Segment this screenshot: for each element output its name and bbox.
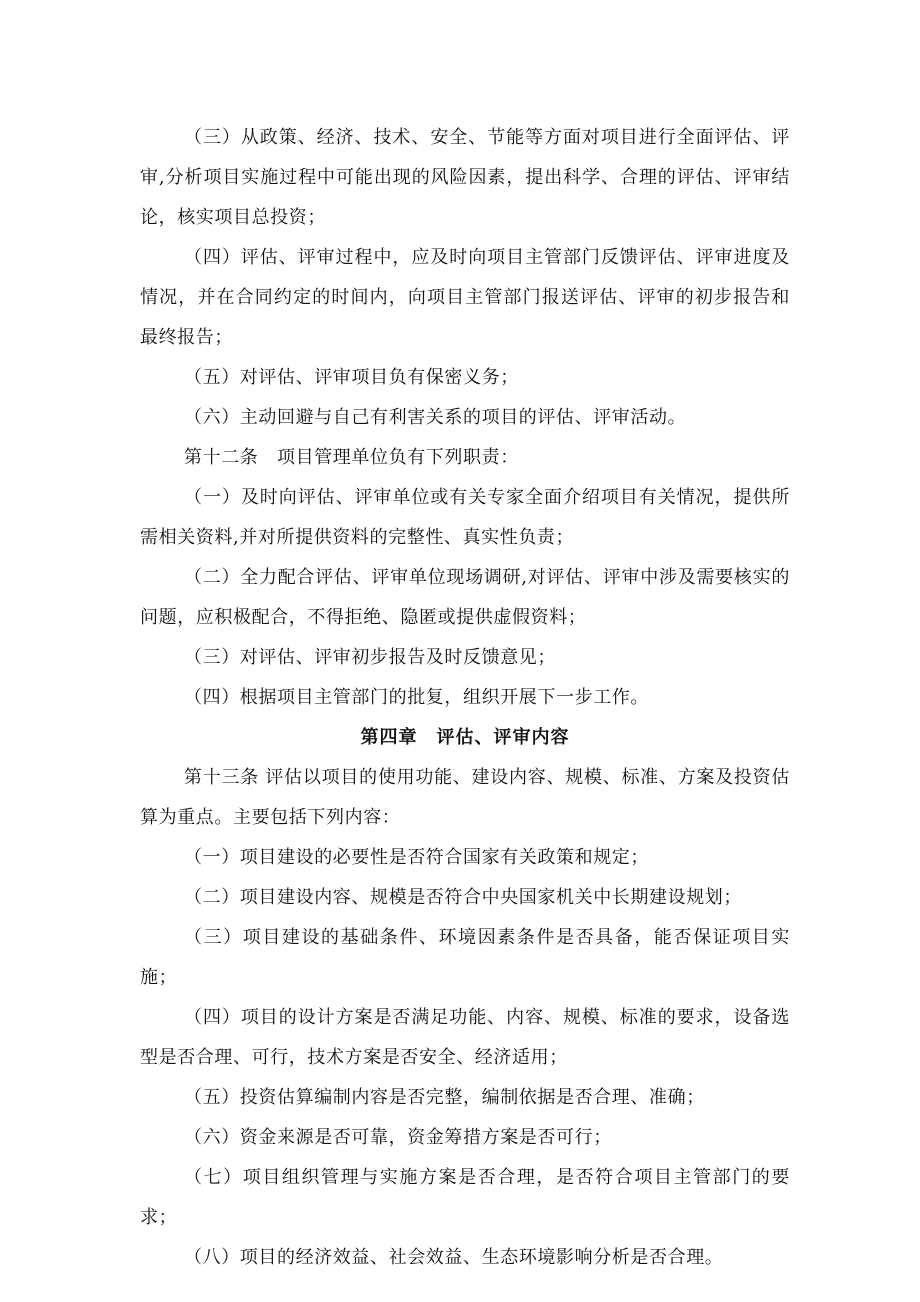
paragraph-article-13-item-2: （二）项目建设内容、规模是否符合中央国家机关中长期建设规划； [184, 887, 742, 908]
paragraph-article-13-item-8: （八）项目的经济效益、社会效益、生态环境影响分析是否合理。 [184, 1247, 724, 1268]
paragraph-item-6-recusal: （六）主动回避与自己有利害关系的项目的评估、评审活动。 [184, 407, 687, 428]
paragraph-item-5-confidentiality: （五）对评估、评审项目负有保密义务； [184, 367, 519, 388]
paragraph-article-13-item-4: （四）项目的设计方案是否满足功能、内容、规模、标准的要求，设备选型是否合理、可行，技术方案是否安全、经济适用； [140, 1007, 790, 1068]
paragraph-article-12-item-2: （二）全力配合评估、评审单位现场调研,对评估、评审中涉及需要核实的问题，应积极配合，不得拒绝、隐匿或提供虚假资料； [140, 567, 790, 628]
paragraph-article-13-item-7: （七）项目组织管理与实施方案是否合理，是否符合项目主管部门的要求； [140, 1167, 790, 1228]
chapter-heading: 第四章 评估、评审内容 [360, 727, 570, 748]
document-body [140, 118, 790, 1278]
paragraph-article-13-item-5: （五）投资估算编制内容是否完整，编制依据是否合理、准确； [184, 1087, 705, 1108]
paragraph-article-12-item-4: （四）根据项目主管部门的批复，组织开展下一步工作。 [184, 687, 649, 708]
paragraph-article-12-item-1: （一）及时向评估、评审单位或有关专家全面介绍项目有关情况，提供所需相关资料,并对所提供资料的完整性、真实性负责； [140, 487, 790, 548]
paragraph-item-4-feedback: （四）评估、评审过程中，应及时向项目主管部门反馈评估、评审进度及情况，并在合同约定的时间内，向项目主管部门报送评估、评审的初步报告和最终报告； [140, 247, 790, 348]
article-12-title: 第十二条 项目管理单位负有下列职责： [184, 447, 519, 468]
article-13-intro: 第十三条 评估以项目的使用功能、建设内容、规模、标准、方案及投资估算为重点。主要包括下列内容： [140, 767, 790, 828]
paragraph-article-13-item-3: （三）项目建设的基础条件、环境因素条件是否具备，能否保证项目实施； [140, 927, 790, 988]
paragraph-article-13-item-6: （六）资金来源是否可靠，资金筹措方案是否可行； [184, 1127, 612, 1148]
paragraph-item-3-responsibility: （三）从政策、经济、技术、安全、节能等方面对项目进行全面评估、评审,分析项目实施过程中可能出现的风险因素，提出科学、合理的评估、评审结论，核实项目总投资； [140, 127, 790, 228]
paragraph-article-12-item-3: （三）对评估、评审初步报告及时反馈意见； [184, 647, 556, 668]
paragraph-article-13-item-1: （一）项目建设的必要性是否符合国家有关政策和规定； [184, 847, 649, 868]
